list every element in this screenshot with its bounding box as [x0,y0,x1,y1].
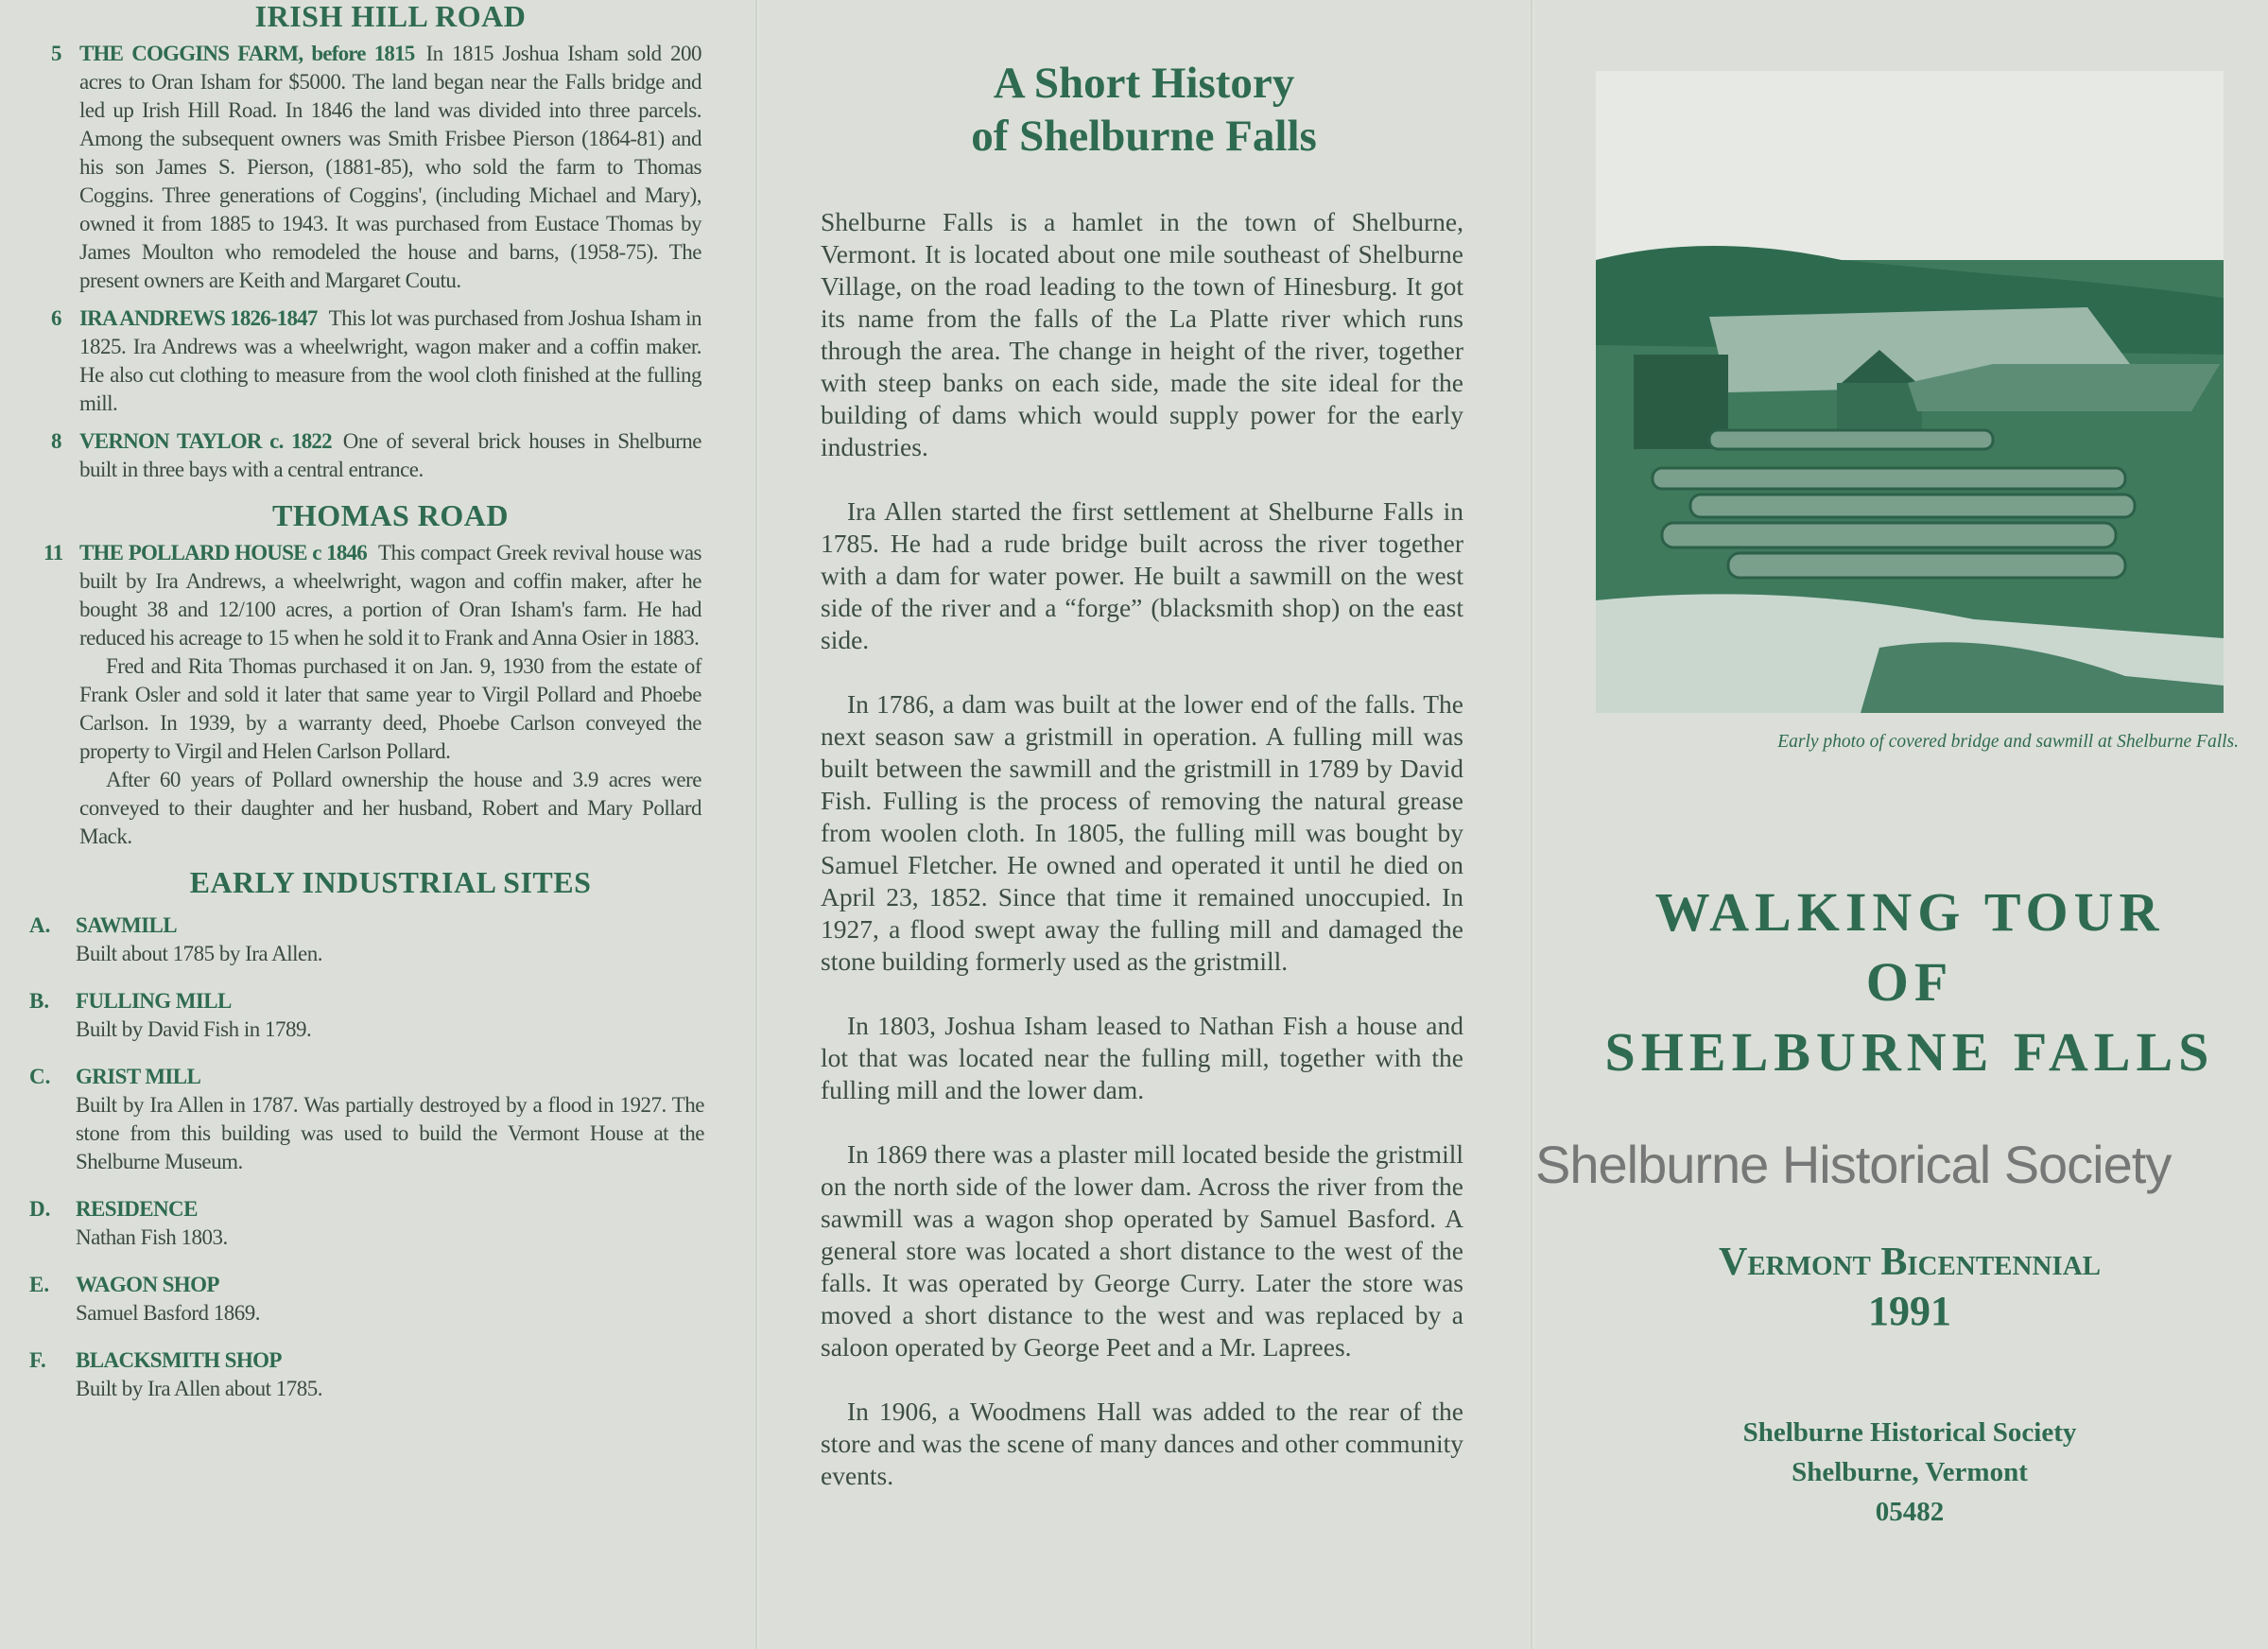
site-description: Built by Ira Allen in 1787. Was partially destroyed by a flood in 1927. The stone from this building was used to build the Vermont House at the Shelburne Museum. [76,1093,704,1173]
entry-title: VERNON TAYLOR c. 1822 [79,429,332,453]
site-description: Built about 1785 by Ira Allen. [76,942,322,965]
cover-title-line2: OF [1865,951,1954,1013]
site-wagon-shop [29,1271,710,1328]
left-panel [29,0,704,1422]
history-paragraph: Shelburne Falls is a hamlet in the town of Shelburne, Vermont. It is located about one mile southeast of Shelburne Village, on the road leading to the town of Hinesburg. It got its name from the falls of the La Platte river which runs through the area. The change in height of the river, together with steep banks on each side, made the site ideal for the building of dams which would supply power for the early industries. [821,207,1463,461]
cover-title [1550,877,2268,1087]
entry-body: This lot was purchased from Joshua Isham in 1825. Ira Andrews was a wheelwright, wagon maker and a coffin maker. He also cut clothing to measure from the wool cloth finished at the fulling mill. [79,306,701,415]
entry-title: IRA ANDREWS 1826-1847 [79,306,318,330]
history-body [821,206,1463,1524]
site-letter: E. [29,1273,50,1296]
site-name: WAGON SHOP [76,1273,219,1296]
entry-body: In 1815 Joshua Isham sold 200 acres to Oran Isham for $5000. The land began near the Falls bridge and led up Irish Hill Road. In 1846 the land was divided into three parcels. Among the subsequent owners was Smith Frisbee Pierson (1864-81) and his son James S. Pierson, (1881-85), who sold the farm to Thomas Coggins. Three generations of Coggins', (including Michael and Mary), owned it from 1885 to 1943. It was purchased from Eustace Thomas by James Moulton who remodeled the house and barns, (1958-75). The present owners are Keith and Margaret Coutu. [79,42,701,292]
site-sawmill [29,911,710,968]
thomas-road-heading: THOMAS ROAD [272,498,509,532]
site-description: Samuel Basford 1869. [76,1301,261,1325]
cover-title-line1: WALKING TOUR [1654,881,2165,943]
entry-title: THE POLLARD HOUSE c 1846 [79,541,367,564]
history-paragraph: In 1786, a dam was built at the lower end of the falls. The next season saw a gristmill in operation. A fulling mill was built between the sawmill and the gristmill in 1789 by David Fish. Fulling is the process of removing the natural grease from woolen cloth. In 1805, the fulling mill was bought by Samuel Fletcher. He owned and operated it until he died on April 23, 1852. Since that time it remained unoccupied. In 1927, a flood swept away the fulling mill and damaged the stone building formerly used as the gristmill. [821,689,1463,976]
site-name: SAWMILL [76,913,177,937]
tour-entry-vernon-taylor [51,427,701,484]
photo-caption: Early photo of covered bridge and sawmill at Shelburne Falls. [1777,732,2239,752]
irish-hill-heading: IRISH HILL ROAD [254,0,527,33]
site-grist-mill [29,1063,710,1176]
site-blacksmith-shop [29,1346,710,1403]
site-residence [29,1195,710,1252]
society-zip: 05482 [1875,1497,1945,1527]
site-name: GRIST MILL [76,1065,201,1088]
entry-body: This compact Greek revival house was built by Ira Andrews, a wheelwright, wagon and coffin maker, after he bought 38 and 12/100 acres, a portion of Oran Isham's farm. He had reduced his acreage to 15 when he sold it to Frank and Anna Osier in 1883. [79,541,701,650]
industrial-sites-heading: EARLY INDUSTRIAL SITES [189,865,592,899]
tour-entry-coggins-farm [51,40,701,295]
bicentennial-block [1550,1239,2268,1337]
site-letter: D. [29,1197,51,1221]
cover-title-line3: SHELBURNE FALLS [1604,1021,2215,1083]
entry-number: 5 [51,42,61,65]
site-description: Built by Ira Allen about 1785. [76,1377,322,1400]
history-paragraph: In 1803, Joshua Isham leased to Nathan Fish a house and lot that was located near the fulling mill, together with the fulling mill and the lower dam. [821,1011,1463,1104]
bicentennial-year: 1991 [1868,1288,1951,1334]
entry-paragraph: Fred and Rita Thomas purchased it on Jan. 9, 1930 from the estate of Frank Osler and sold it later that same year to Virgil Pollard and Phoebe Carlson. In 1939, by a warranty deed, Phoebe Carlson conveyed the property to Virgil and Helen Carlson Pollard. [79,654,701,763]
site-description: Built by David Fish in 1789. [76,1017,312,1041]
bicentennial-label: Vermont Bicentennial [1718,1241,2101,1284]
tour-entry-pollard-house [43,539,701,851]
site-name: BLACKSMITH SHOP [76,1348,282,1372]
publisher-block [1550,1413,2268,1532]
site-letter: A. [29,913,51,937]
fold-line-left [755,0,757,1649]
history-title-line1: A Short History [993,59,1295,108]
history-paragraph: In 1869 there was a plaster mill located beside the gristmill on the north side of the lower dam. Across the river from the sawmill was a wagon shop operated by Samuel Basford. A general store was located a short distance to the west of the falls. It was operated by George Curry. Later the store was moved a short distance to the west and was replaced by a saloon operated by George Peet and a Mr. Laprees. [821,1139,1463,1362]
entry-number: 11 [43,541,63,564]
watermark: Shelburne Historical Society [1535,1135,2172,1194]
society-name: Shelburne Historical Society [1742,1417,2077,1448]
entry-paragraph: After 60 years of Pollard ownership the house and 3.9 acres were conveyed to their daughter and her husband, Robert and Mary Pollard Mack. [79,768,701,848]
tour-entry-ira-andrews [51,304,701,418]
history-paragraph: In 1906, a Woodmens Hall was added to the rear of the store and was the scene of many dances and other community events. [821,1397,1463,1490]
sawmill-photo-image [1596,71,2224,713]
entry-title: THE COGGINS FARM, before 1815 [79,42,415,65]
fold-line-right [1531,0,1532,1649]
entry-number: 6 [51,306,61,330]
site-letter: F. [29,1348,46,1372]
history-title [813,57,1475,163]
site-letter: B. [29,989,50,1013]
site-letter: C. [29,1065,51,1088]
history-paragraph: Ira Allen started the first settlement at Shelburne Falls in 1785. He had a rude bridge built across the river together with a dam for water power. He built a sawmill on the west side of the river and a “forge” (blacksmith shop) on the east side. [821,496,1463,654]
site-fulling-mill [29,987,710,1044]
entry-body: One of several brick houses in Shelburne built in three bays with a central entrance. [79,429,701,481]
history-title-line2: of Shelburne Falls [971,112,1317,161]
site-description: Nathan Fish 1803. [76,1225,228,1249]
entry-number: 8 [51,429,61,453]
sawmill-photo [1596,71,2224,713]
site-name: RESIDENCE [76,1197,198,1221]
site-name: FULLING MILL [76,989,232,1013]
society-town: Shelburne, Vermont [1792,1457,2028,1487]
